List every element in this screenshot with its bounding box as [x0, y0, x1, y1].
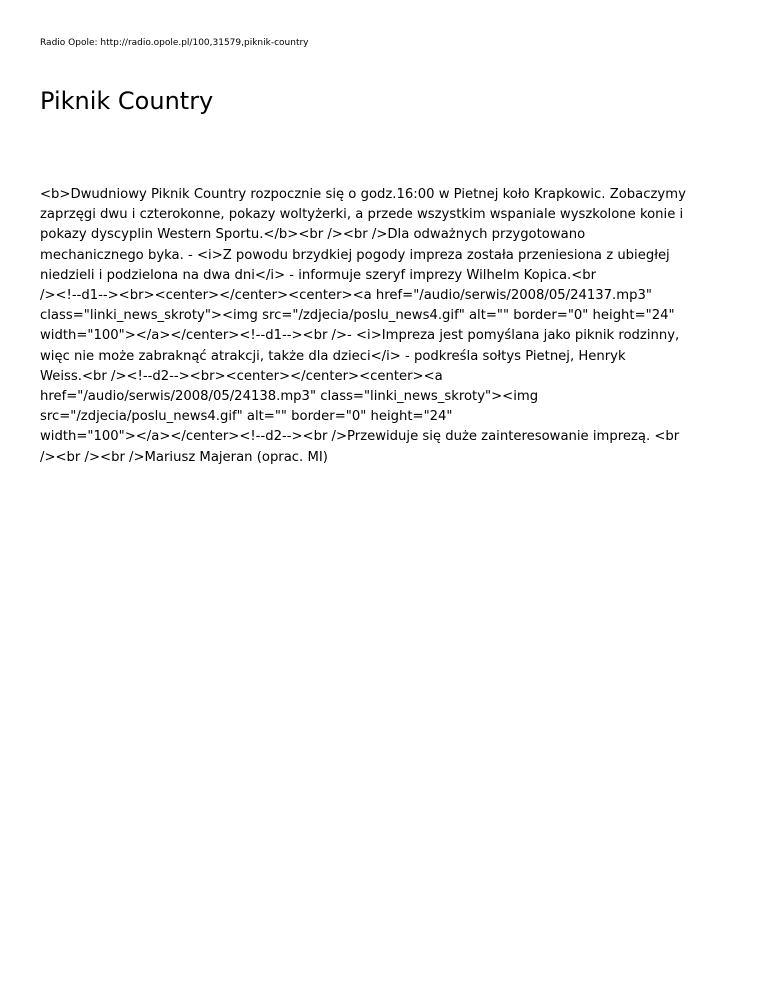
body-line: <b>Dwudniowy Piknik Country rozpocznie się o godz.16:00 w Pietnej koło Krapkowic. Zobaczymy	[40, 187, 686, 202]
body-line: mechanicznego byka. - <i>Z powodu brzydkiej pogody impreza została przeniesiona z ubiegłej	[40, 247, 670, 263]
body-line: Weiss.<br /><!--d2--><br><center></center><center><a	[40, 368, 443, 384]
body-line: class="linki_news_skroty"><img src="/zdjecia/poslu_news4.gif" alt="" border="0" height="24"	[40, 308, 675, 324]
body-line: /><br /><br />Mariusz Majeran (oprac. MI)	[40, 449, 328, 465]
body-line: niedzieli i podzielona na dwa dni</i> - informuje szeryf imprezy Wilhelm Kopica.<br	[40, 267, 597, 283]
body-line: więc nie może zabraknąć atrakcji, także dla dzieci</i> - podkreśla sołtys Pietnej, Henryk	[40, 348, 626, 364]
body-line: width="100"></a></center><!--d2--><br />Przewiduje się duże zainteresowanie imprezą. <br	[40, 429, 680, 445]
body-line: src="/zdjecia/poslu_news4.gif" alt="" border="0" height="24"	[40, 409, 453, 425]
body-line: href="/audio/serwis/2008/05/24138.mp3" class="linki_news_skroty"><img	[40, 389, 539, 405]
body-line: width="100"></a></center><!--d1--><br />- <i>Impreza jest pomyślana jako piknik rodzinny,	[40, 328, 680, 344]
source-line: Radio Opole: http://radio.opole.pl/100,31579,piknik-country	[40, 38, 309, 48]
page-title: Piknik Country	[40, 87, 214, 115]
body-line: /><!--d1--><br><center></center><center><a href="/audio/serwis/2008/05/24137.mp3"	[40, 288, 652, 304]
body-line: pokazy dyscyplin Western Sportu.</b><br /><br />Dla odważnych przygotowano	[40, 227, 586, 243]
body-line: zaprzęgi dwu i czterokonne, pokazy woltyżerki, a przede wszystkim wspaniale wyszkolone konie i	[40, 207, 684, 223]
article-body	[40, 185, 730, 468]
